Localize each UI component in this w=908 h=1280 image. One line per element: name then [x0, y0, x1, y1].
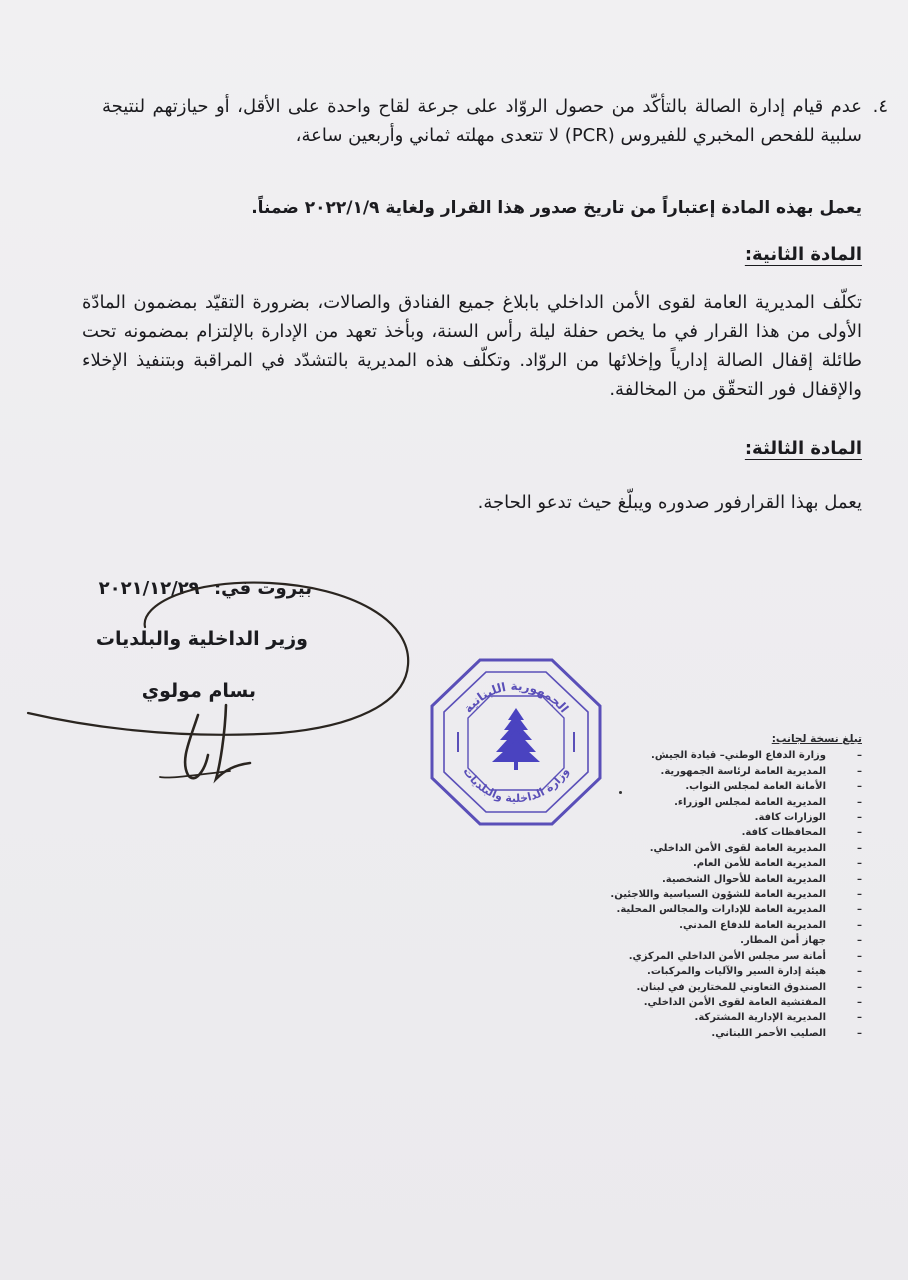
copy-recipient: – المديرية العامة للأمن العام.: [582, 856, 862, 871]
copy-recipient: – المديرية الإدارية المشتركة.: [582, 1010, 862, 1025]
signatory-name: بسام مولوي: [141, 680, 256, 702]
article-2-text: تكلّف المديرية العامة لقوى الأمن الداخلي بابلاغ جميع الفنادق والصالات، بضرورة التقيّد بمضمون المادّة الأولى من هذا القرار في ما يخص حفلة ليلة رأس السنة، وبأخذ تعهد من الإدارة بالإلتزام بمضمونه تحت طائلة إقفال الصالة إدارياً وإخلائها من الروّاد. وتكلّف هذه المديرية بالتشدّد في المراقبة وبتنفيذ الإخلاء والإقفال فور التحقّق من المخالفة.: [82, 292, 862, 400]
copy-recipient: – جهاز أمن المطار.: [582, 933, 862, 948]
article-3-heading: المادة الثالثة:: [744, 438, 862, 459]
item-4-effective: يعمل بهذه المادة إعتباراً من تاريخ صدور هذا القرار ولغاية ٢٠٢٢/١/٩ ضمناً.: [251, 198, 862, 218]
copy-recipient: – الصليب الأحمر اللبناني.: [582, 1026, 862, 1041]
cedar-tree-icon: [492, 708, 540, 770]
stamp-top-text: الجمهورية اللبنانية: [460, 678, 572, 716]
copy-recipient: – وزارة الدفاع الوطني– قيادة الجيش.: [582, 748, 862, 763]
item-4-text: عدم قيام إدارة الصالة بالتأكّد من حصول الروّاد على جرعة لقاح واحدة على الأقل، أو حيازتهم لنتيجة سلبية للفحص المخبري للفيروس (PCR) لا تتعدى مهلته ثماني وأربعين ساعة،: [102, 96, 862, 146]
copy-recipient: – الأمانة العامة لمجلس النواب.: [582, 779, 862, 794]
copy-recipient: – الصندوق التعاوني للمختارين في لبنان.: [582, 980, 862, 995]
copy-recipient: – المفتشية العامة لقوى الأمن الداخلي.: [582, 995, 862, 1010]
copy-recipient: – المحافظات كافة.: [582, 825, 862, 840]
copy-recipient: – المديرية العامة لقوى الأمن الداخلي.: [582, 841, 862, 856]
copies-to: [582, 732, 862, 1041]
signature-place: بيروت في:: [213, 578, 312, 599]
copy-recipient: – المديرية العامة لمجلس الوزراء.: [582, 795, 862, 810]
article-2-heading: المادة الثانية:: [744, 244, 862, 265]
copy-recipient: – أمانة سر مجلس الأمن الداخلي المركزي.: [582, 949, 862, 964]
article-3-text: يعمل بهذا القرارفور صدوره ويبلّغ حيث تدعو الحاجة.: [477, 492, 862, 513]
svg-text:وزارة الداخلية والبلديات: [461, 765, 572, 805]
copy-recipient: – المديرية العامة للأحوال الشخصية.: [582, 872, 862, 887]
copy-recipient: – هيئة إدارة السير والآليات والمركبات.: [582, 964, 862, 979]
item-4: [102, 92, 888, 150]
copy-recipient: – المديرية العامة للإدارات والمجالس المحلية.: [582, 902, 862, 917]
copy-recipient: – المديرية العامة لرئاسة الجمهورية.: [582, 764, 862, 779]
copies-heading: تبلغ نسخة لجانب:: [771, 733, 862, 745]
copy-recipient: – المديرية العامة للدفاع المدني.: [582, 918, 862, 933]
copies-list: [582, 748, 862, 1041]
signatory-title: وزير الداخلية والبلديات: [95, 628, 308, 650]
stamp-bottom-text: وزارة الداخلية والبلديات: [460, 765, 572, 806]
copy-recipient: – الوزارات كافة.: [582, 810, 862, 825]
signature-date: ٢٠٢١/١٢/٢٩: [98, 578, 200, 599]
handwritten-signature: [20, 565, 420, 795]
item-4-number: ٤.: [872, 96, 888, 117]
ministry-seal-stamp: [428, 656, 604, 828]
copy-recipient: – المديرية العامة للشؤون السياسية واللاجئين.: [582, 887, 862, 902]
